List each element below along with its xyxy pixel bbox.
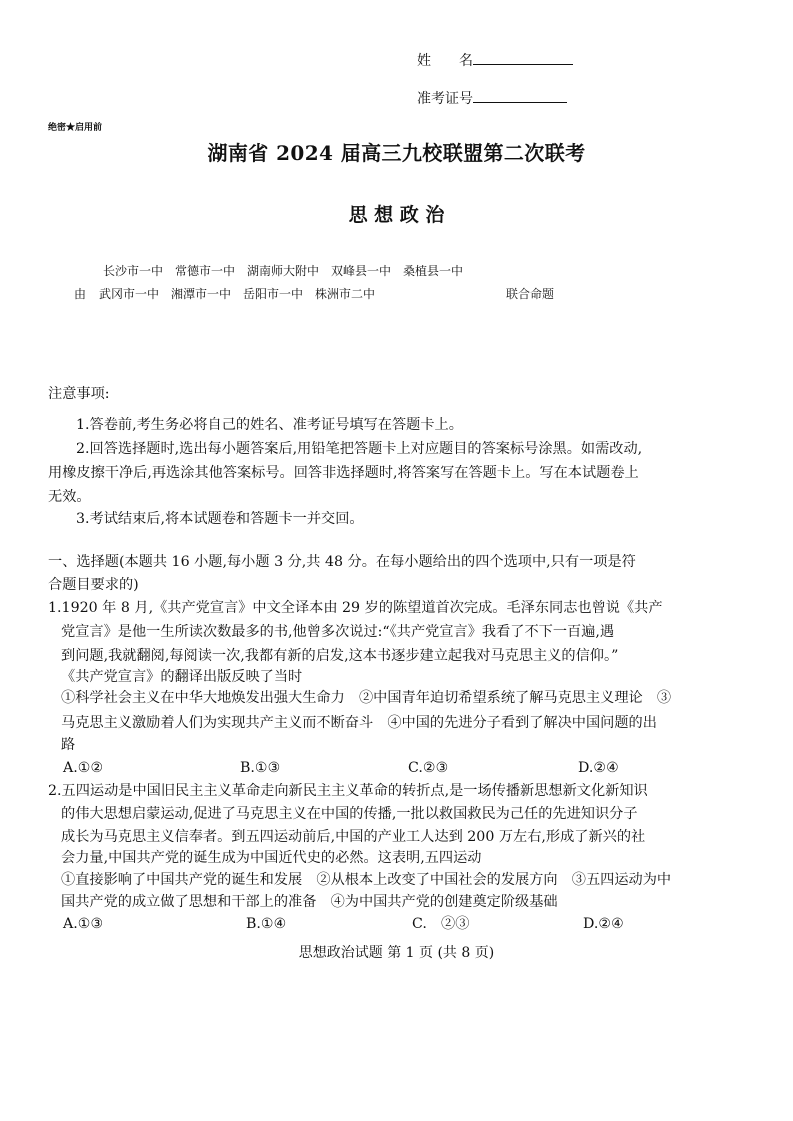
question-1-option-c: C.②③ <box>408 760 449 776</box>
exam-title: 湖南省 2024 届高三九校联盟第二次联考 <box>207 141 586 165</box>
schools-row-2: 武冈市一中 湘潭市一中 岳阳市一中 株洲市二中 <box>99 287 376 301</box>
question-2-line: 会力量,中国共产党的诞生成为中国近代史的必然。这表明,五四运动 <box>61 850 482 866</box>
question-2-line: 成长为马克思主义信奉者。到五四运动前后,中国的产业工人达到 200 万左右,形成了新兴的社 <box>61 829 646 845</box>
question-2-line: ①直接影响了中国共产党的诞生和发展 ②从根本上改变了中国社会的发展方向 ③五四运动为中 <box>61 872 672 888</box>
question-1-line: 到问题,我就翻阅,每阅读一次,我都有新的启发,这本书逐步建立起我对马克思主义的信仰。” <box>61 648 619 664</box>
name-blank <box>473 50 573 65</box>
schools-row-1: 长沙市一中 常德市一中 湖南师大附中 双峰县一中 桑植县一中 <box>103 264 464 278</box>
notice-heading: 注意事项: <box>48 386 110 402</box>
question-1-line: 党宣言》是他一生所读次数最多的书,他曾多次说过:“《共产党宣言》我看了不下一百遍,遇 <box>61 624 615 640</box>
question-1-option-d: D.②④ <box>578 760 619 776</box>
question-1-line: 1.1920 年 8 月,《共产党宣言》中文全译本由 29 岁的陈望道首次完成。毛泽东同志也曾说《共产 <box>48 600 663 616</box>
notice-line: 无效。 <box>48 489 91 505</box>
confidential-mark: 绝密★启用前 <box>48 123 103 133</box>
name-label: 姓 名 <box>417 53 473 69</box>
question-2-line: 国共产党的成立做了思想和干部上的准备 ④为中国共产党的创建奠定阶级基础 <box>61 894 558 910</box>
notice-line: 2.回答选择题时,选出每小题答案后,用铅笔把答题卡上对应题目的答案标号涂黑。如需改动, <box>76 441 643 457</box>
question-1-option-b: B.①③ <box>240 760 281 776</box>
question-1-line: 《共产党宣言》的翻译出版反映了当时 <box>61 669 303 685</box>
question-1-line: 马克思主义激励着人们为实现共产主义而不断奋斗 ④中国的先进分子看到了解决中国问题的出 <box>61 715 657 731</box>
question-2-option-d: D.②④ <box>583 916 624 932</box>
notice-line: 用橡皮擦干净后,再选涂其他答案标号。回答非选择题时,将答案写在答题卡上。写在本试题卷上 <box>48 465 639 481</box>
question-2-line: 2.五四运动是中国旧民主主义革命走向新民主主义革命的转折点,是一场传播新思想新文化新知识 <box>48 783 648 799</box>
question-2-option-a: A.①③ <box>63 916 104 932</box>
schools-suffix: 联合命题 <box>506 287 555 301</box>
notice-line: 3.考试结束后,将本试题卷和答题卡一并交回。 <box>76 511 364 527</box>
question-1-line: 路 <box>61 737 76 753</box>
name-field <box>417 50 573 70</box>
section-heading: 一、选择题(本题共 16 小题,每小题 3 分,共 48 分。在每小题给出的四个选项中,只有一项是符 <box>48 554 636 570</box>
notice-line: 1.答卷前,考生务必将自己的姓名、准考证号填写在答题卡上。 <box>76 417 463 433</box>
page-footer: 思想政治试题 第 1 页 (共 8 页) <box>298 945 495 961</box>
exam-id-field <box>417 88 567 108</box>
question-1-option-a: A.①② <box>63 760 104 776</box>
section-heading: 合题目要求的) <box>48 577 139 593</box>
schools-prefix: 由 <box>74 287 87 301</box>
question-2-option-c: C. ②③ <box>412 916 470 932</box>
exam-id-blank <box>473 88 567 103</box>
question-2-option-b: B.①④ <box>246 916 287 932</box>
exam-id-label: 准考证号 <box>417 91 473 107</box>
subject-title: 思 想 政 治 <box>348 204 445 226</box>
question-1-line: ①科学社会主义在中华大地焕发出强大生命力 ②中国青年迫切希望系统了解马克思主义理论 ③ <box>61 690 672 706</box>
question-2-line: 的伟大思想启蒙运动,促进了马克思主义在中国的传播,一批以救国救民为己任的先进知识分子 <box>61 806 638 822</box>
